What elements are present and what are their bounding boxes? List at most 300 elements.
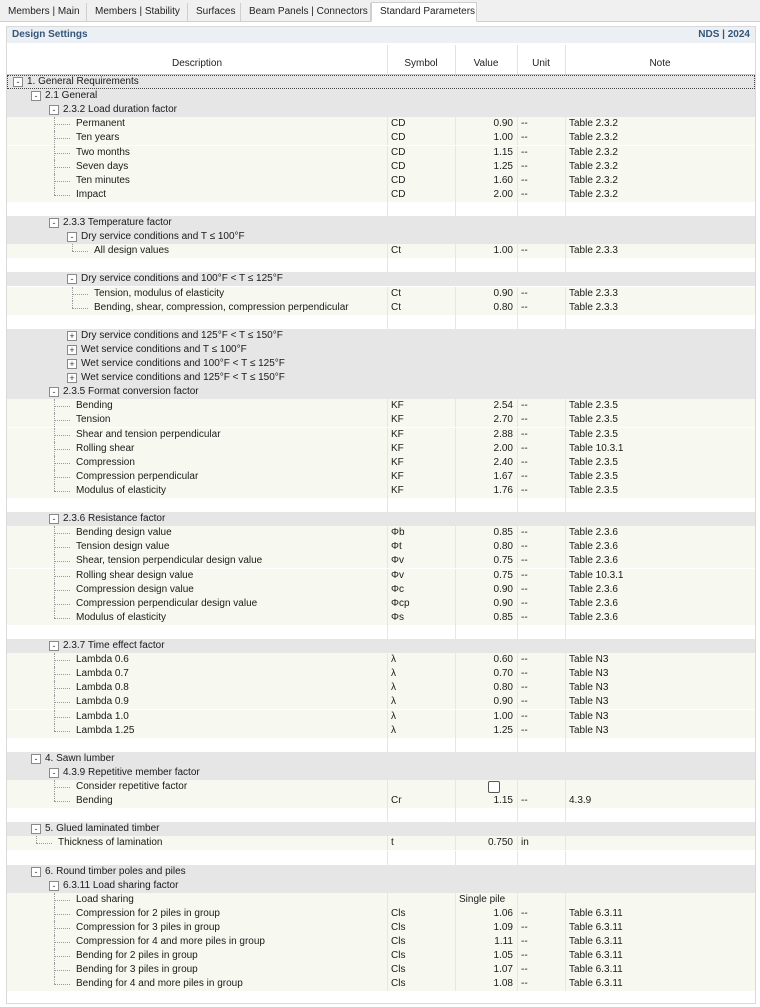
grid-line: [455, 977, 456, 991]
spacer-row: [7, 808, 755, 822]
table-row[interactable]: [7, 428, 755, 442]
value-cell[interactable]: 1.25: [493, 724, 513, 736]
description-cell: [7, 131, 387, 145]
note-cell: Table 2.3.6: [569, 527, 618, 539]
collapse-icon[interactable]: -: [31, 754, 41, 764]
tree-group-row[interactable]: [7, 216, 755, 230]
group-label: 2.3.6 Resistance factor: [63, 513, 166, 525]
value-cell[interactable]: 2.88: [493, 428, 513, 440]
grid-line: [455, 710, 456, 724]
tree-connector: [54, 399, 55, 413]
column-header-unit[interactable]: Unit: [532, 58, 550, 69]
symbol-cell: KF: [391, 442, 404, 454]
note-cell: Table 2.3.2: [569, 118, 618, 130]
collapse-icon[interactable]: -: [49, 218, 59, 228]
value-cell[interactable]: 0.90: [493, 597, 513, 609]
note-cell: Table 2.3.2: [569, 174, 618, 186]
value-cell[interactable]: 1.25: [493, 160, 513, 172]
note-cell: Table 2.3.6: [569, 597, 618, 609]
parameter-label: Permanent: [76, 118, 125, 130]
symbol-cell: Cls: [391, 936, 406, 948]
symbol-cell: λ: [391, 668, 396, 680]
grid-line: [455, 625, 456, 639]
collapse-icon[interactable]: -: [67, 232, 77, 242]
settings-header: [7, 27, 755, 43]
group-label: Dry service conditions and 125°F < T ≤ 150°F: [81, 329, 283, 341]
value-cell[interactable]: 2.00: [493, 442, 513, 454]
grid-line: [565, 202, 566, 216]
table-row[interactable]: [7, 540, 755, 554]
table-row[interactable]: [7, 301, 755, 315]
value-cell[interactable]: 1.05: [493, 950, 513, 962]
symbol-cell: Cls: [391, 964, 406, 976]
tree-connector: [72, 287, 73, 301]
parameter-label: Tension: [76, 414, 111, 426]
value-cell[interactable]: 0.75: [493, 555, 513, 567]
symbol-cell: KF: [391, 428, 404, 440]
grid-line: [387, 611, 388, 625]
grid-line: [565, 710, 566, 724]
table-row[interactable]: [7, 907, 755, 921]
table-row[interactable]: [7, 695, 755, 709]
collapse-icon[interactable]: -: [49, 514, 59, 524]
table-row[interactable]: [7, 597, 755, 611]
table-row[interactable]: [7, 611, 755, 625]
grid-line: [565, 103, 566, 117]
unit-cell: --: [521, 287, 528, 299]
tree-connector: [54, 590, 70, 591]
symbol-cell: Φt: [391, 541, 402, 553]
table-row[interactable]: [7, 794, 755, 808]
tree-connector: [36, 843, 52, 844]
table-row[interactable]: [7, 174, 755, 188]
grid-line: [517, 879, 518, 893]
tree-group-row[interactable]: [7, 329, 755, 343]
tab-members-stability[interactable]: Members | Stability: [87, 3, 188, 21]
grid-line: [565, 89, 566, 103]
symbol-cell: λ: [391, 724, 396, 736]
grid-line: [387, 287, 388, 301]
tree-connector: [54, 181, 70, 182]
column-divider[interactable]: [565, 45, 566, 75]
tree-group-row[interactable]: [7, 865, 755, 879]
tree-group-row[interactable]: [7, 879, 755, 893]
value-cell[interactable]: 0.70: [493, 668, 513, 680]
table-row[interactable]: [7, 442, 755, 456]
collapse-icon[interactable]: -: [67, 274, 77, 284]
tree-connector: [54, 597, 55, 611]
column-divider[interactable]: [387, 45, 388, 75]
unit-cell: --: [521, 301, 528, 313]
description-cell: [7, 710, 387, 724]
value-cell[interactable]: 1.07: [493, 964, 513, 976]
table-row[interactable]: [7, 724, 755, 738]
value-cell[interactable]: 1.00: [493, 245, 513, 257]
note-cell: Table N3: [569, 668, 609, 680]
value-cell[interactable]: 1.60: [493, 174, 513, 186]
grid-line: [565, 428, 566, 442]
table-row[interactable]: [7, 653, 755, 667]
description-cell: [7, 977, 387, 991]
value-cell[interactable]: 1.11: [494, 936, 513, 948]
table-row[interactable]: [7, 935, 755, 949]
description-cell: [7, 681, 387, 695]
collapse-icon[interactable]: -: [49, 387, 59, 397]
expand-icon[interactable]: +: [67, 331, 77, 341]
table-row[interactable]: [7, 949, 755, 963]
tree-connector: [72, 244, 73, 251]
value-cell[interactable]: 0.90: [493, 696, 513, 708]
grid-line: [387, 89, 388, 103]
group-label: 4.3.9 Repetitive member factor: [63, 766, 200, 778]
value-cell[interactable]: 2.70: [493, 414, 513, 426]
grid-line: [387, 484, 388, 498]
unit-cell: --: [521, 724, 528, 736]
table-row[interactable]: [7, 554, 755, 568]
grid-line: [517, 851, 518, 865]
grid-line: [455, 639, 456, 653]
note-cell: Table 2.3.6: [569, 555, 618, 567]
grid-line: [517, 526, 518, 540]
parameter-label: Bending for 2 piles in group: [76, 950, 198, 962]
value-cell[interactable]: 0.80: [493, 301, 513, 313]
unit-cell: --: [521, 146, 528, 158]
note-cell: Table N3: [569, 654, 609, 666]
grid-line: [517, 315, 518, 329]
symbol-cell: Ct: [391, 301, 401, 313]
description-cell: [7, 343, 387, 357]
tree-connector: [54, 949, 55, 963]
unit-cell: --: [521, 964, 528, 976]
tree-group-row[interactable]: [7, 103, 755, 117]
grid-line: [455, 329, 456, 343]
value-cell[interactable]: 0.85: [493, 527, 513, 539]
tree-group-row[interactable]: [7, 357, 755, 371]
grid-line: [517, 131, 518, 145]
value-cell[interactable]: 0.75: [493, 569, 513, 581]
grid-line: [455, 301, 456, 315]
value-cell[interactable]: 1.67: [493, 470, 513, 482]
grid-line: [387, 399, 388, 413]
value-cell[interactable]: 1.76: [493, 484, 513, 496]
column-divider[interactable]: [517, 45, 518, 75]
symbol-cell: λ: [391, 654, 396, 666]
tab-standard-parameters[interactable]: Standard Parameters: [371, 2, 477, 22]
tree-connector: [54, 604, 70, 605]
value-cell[interactable]: 2.40: [493, 456, 513, 468]
table-row[interactable]: [7, 893, 755, 907]
spacer-row: [7, 315, 755, 329]
collapse-icon[interactable]: -: [31, 91, 41, 101]
grid-line: [565, 554, 566, 568]
symbol-cell: λ: [391, 710, 396, 722]
grid-line: [455, 131, 456, 145]
note-cell: Table 2.3.5: [569, 414, 618, 426]
collapse-icon[interactable]: -: [31, 867, 41, 877]
collapse-icon[interactable]: -: [49, 641, 59, 651]
table-row[interactable]: [7, 470, 755, 484]
tree-group-row[interactable]: [7, 512, 755, 526]
grid-line: [387, 442, 388, 456]
grid-line: [517, 569, 518, 583]
collapse-icon[interactable]: -: [49, 768, 59, 778]
table-row[interactable]: [7, 160, 755, 174]
tree-connector: [72, 308, 88, 309]
tree-group-row[interactable]: [7, 766, 755, 780]
grid-line: [455, 244, 456, 258]
table-row[interactable]: [7, 413, 755, 427]
table-row[interactable]: [7, 399, 755, 413]
grid-line: [517, 216, 518, 230]
table-row[interactable]: [7, 780, 755, 794]
grid-line: [565, 738, 566, 752]
group-label: 6. Round timber poles and piles: [45, 865, 186, 877]
tree-connector: [54, 569, 55, 583]
grid-line: [565, 865, 566, 879]
grid-line: [517, 935, 518, 949]
grid-line: [387, 949, 388, 963]
table-row[interactable]: [7, 977, 755, 991]
grid-line: [455, 851, 456, 865]
table-row[interactable]: [7, 963, 755, 977]
unit-cell: --: [521, 428, 528, 440]
tree-group-row[interactable]: [7, 385, 755, 399]
grid-line: [455, 526, 456, 540]
collapse-icon[interactable]: -: [49, 105, 59, 115]
table-row[interactable]: [7, 287, 755, 301]
value-cell[interactable]: 0.85: [493, 611, 513, 623]
tree-group-row[interactable]: [7, 371, 755, 385]
tab-beam-panels-connectors[interactable]: Beam Panels | Connectors: [241, 3, 371, 21]
description-cell: [7, 174, 387, 188]
table-row[interactable]: [7, 836, 755, 850]
symbol-cell: t: [391, 837, 394, 849]
description-cell: [7, 879, 387, 893]
tree-group-row[interactable]: [7, 75, 755, 89]
grid-line: [387, 512, 388, 526]
grid-line: [517, 710, 518, 724]
grid-line: [517, 977, 518, 991]
grid-line: [387, 639, 388, 653]
group-label: 2.3.2 Load duration factor: [63, 104, 177, 116]
grid-line: [387, 977, 388, 991]
column-header-note[interactable]: Note: [649, 58, 671, 69]
value-cell[interactable]: 1.00: [493, 710, 513, 722]
grid-line: [565, 188, 566, 202]
description-cell: [7, 244, 387, 258]
grid-line: [387, 428, 388, 442]
value-cell[interactable]: 1.00: [493, 132, 513, 144]
load-sharing-select[interactable]: Single pile: [459, 893, 506, 905]
parameter-label: Modulus of elasticity: [76, 611, 167, 623]
grid-line: [455, 385, 456, 399]
grid-line: [565, 625, 566, 639]
group-label: Wet service conditions and 125°F < T ≤ 150°F: [81, 372, 285, 384]
expand-icon[interactable]: +: [67, 373, 77, 383]
grid-line: [565, 160, 566, 174]
symbol-cell: λ: [391, 696, 396, 708]
unit-cell: --: [521, 555, 528, 567]
unit-cell: --: [521, 583, 528, 595]
table-row[interactable]: [7, 188, 755, 202]
grid-line: [517, 907, 518, 921]
grid-line: [517, 597, 518, 611]
grid-line: [387, 695, 388, 709]
value-cell[interactable]: 0.90: [493, 118, 513, 130]
value-cell[interactable]: 1.09: [493, 922, 513, 933]
description-cell: [7, 512, 387, 526]
parameter-label: Compression for 3 piles in group: [76, 922, 220, 933]
tree-connector: [54, 167, 70, 168]
expand-icon[interactable]: +: [67, 345, 77, 355]
grid-line: [565, 879, 566, 893]
grid-line: [455, 442, 456, 456]
expand-icon[interactable]: +: [67, 359, 77, 369]
description-cell: [7, 667, 387, 681]
grid-line: [565, 442, 566, 456]
note-cell: Table N3: [569, 710, 609, 722]
parameter-label: Thickness of lamination: [58, 837, 163, 849]
grid-line: [565, 498, 566, 512]
description-cell: [7, 653, 387, 667]
table-row[interactable]: [7, 569, 755, 583]
tree-connector: [54, 456, 55, 470]
grid-line: [565, 258, 566, 272]
repetitive-factor-checkbox[interactable]: [488, 781, 500, 793]
unit-cell: --: [521, 696, 528, 708]
table-row[interactable]: [7, 484, 755, 498]
column-header-description[interactable]: Description: [171, 58, 223, 69]
note-cell: Table 2.3.5: [569, 470, 618, 482]
value-cell[interactable]: 0.90: [493, 583, 513, 595]
grid-line: [517, 484, 518, 498]
tree-connector: [54, 674, 70, 675]
description-cell: [7, 287, 387, 301]
value-cell[interactable]: 0.90: [493, 287, 513, 299]
grid-line: [455, 569, 456, 583]
tab-surfaces[interactable]: Surfaces: [188, 3, 241, 21]
grid-line: [517, 554, 518, 568]
grid-line: [517, 836, 518, 850]
grid-line: [517, 399, 518, 413]
value-cell[interactable]: 0.80: [493, 541, 513, 553]
tree-group-row[interactable]: [7, 343, 755, 357]
grid-line: [517, 230, 518, 244]
column-header-value[interactable]: Value: [473, 58, 499, 69]
tree-group-row[interactable]: [7, 822, 755, 836]
symbol-cell: KF: [391, 484, 404, 496]
grid-line: [455, 146, 456, 160]
table-row[interactable]: [7, 583, 755, 597]
group-label: 2.3.5 Format conversion factor: [63, 386, 199, 398]
grid-line: [387, 272, 388, 286]
collapse-icon[interactable]: -: [31, 824, 41, 834]
grid-line: [387, 625, 388, 639]
description-cell: [7, 963, 387, 977]
value-cell[interactable]: 0.80: [493, 682, 513, 694]
value-cell[interactable]: 0.60: [493, 654, 513, 666]
table-row[interactable]: [7, 681, 755, 695]
parameter-label: Compression: [76, 456, 135, 468]
tree-group-row[interactable]: [7, 89, 755, 103]
tree-connector: [54, 160, 55, 174]
value-cell[interactable]: 1.15: [493, 795, 513, 807]
table-row[interactable]: [7, 117, 755, 131]
grid-line: [455, 808, 456, 822]
grid-line: [455, 315, 456, 329]
unit-cell: --: [521, 936, 528, 948]
tree-connector: [54, 667, 55, 681]
table-row[interactable]: [7, 667, 755, 681]
tree-connector: [54, 526, 55, 540]
table-row[interactable]: [7, 456, 755, 470]
note-cell: Table 6.3.11: [569, 936, 623, 948]
tree-group-row[interactable]: [7, 272, 755, 286]
table-row[interactable]: [7, 146, 755, 160]
description-cell: [7, 822, 387, 836]
grid-line: [455, 752, 456, 766]
grid-line: [455, 230, 456, 244]
tree-group-row[interactable]: [7, 639, 755, 653]
grid-line: [455, 287, 456, 301]
table-row[interactable]: [7, 526, 755, 540]
tree-connector: [54, 914, 70, 915]
column-divider[interactable]: [455, 45, 456, 75]
grid-line: [565, 526, 566, 540]
parameter-label: Load sharing: [76, 893, 134, 905]
tab-members-main[interactable]: Members | Main: [0, 3, 87, 21]
value-cell[interactable]: 1.06: [493, 907, 513, 919]
symbol-cell: KF: [391, 414, 404, 426]
grid-line: [387, 117, 388, 131]
collapse-icon[interactable]: -: [13, 77, 23, 87]
grid-line: [387, 160, 388, 174]
tree-connector: [54, 131, 55, 145]
value-cell[interactable]: 2.00: [493, 188, 513, 200]
note-cell: Table 10.3.1: [569, 442, 624, 454]
grid-line: [455, 724, 456, 738]
grid-line: [517, 456, 518, 470]
symbol-cell: Cr: [391, 795, 402, 807]
grid-line: [565, 343, 566, 357]
grid-line: [517, 653, 518, 667]
symbol-cell: Ct: [391, 287, 401, 299]
tree-group-row[interactable]: [7, 230, 755, 244]
spacer-row: [7, 498, 755, 512]
table-row[interactable]: [7, 710, 755, 724]
column-header-symbol[interactable]: Symbol: [404, 58, 438, 69]
grid-line: [455, 484, 456, 498]
unit-cell: --: [521, 174, 528, 186]
grid-line: [387, 836, 388, 850]
value-cell[interactable]: 2.54: [493, 400, 513, 412]
value-cell[interactable]: 0.750: [487, 837, 513, 849]
grid-line: [565, 512, 566, 526]
unit-cell: --: [521, 118, 528, 130]
tree-connector: [72, 294, 88, 295]
tree-connector: [54, 533, 70, 534]
collapse-icon[interactable]: -: [49, 881, 59, 891]
symbol-cell: Φv: [391, 569, 404, 581]
description-cell: [7, 611, 387, 625]
table-row[interactable]: [7, 244, 755, 258]
table-row[interactable]: [7, 921, 755, 935]
tree-connector: [54, 907, 55, 921]
table-row[interactable]: [7, 131, 755, 145]
value-cell[interactable]: 1.15: [493, 146, 513, 158]
tree-group-row[interactable]: [7, 752, 755, 766]
value-cell[interactable]: 1.08: [493, 978, 513, 990]
